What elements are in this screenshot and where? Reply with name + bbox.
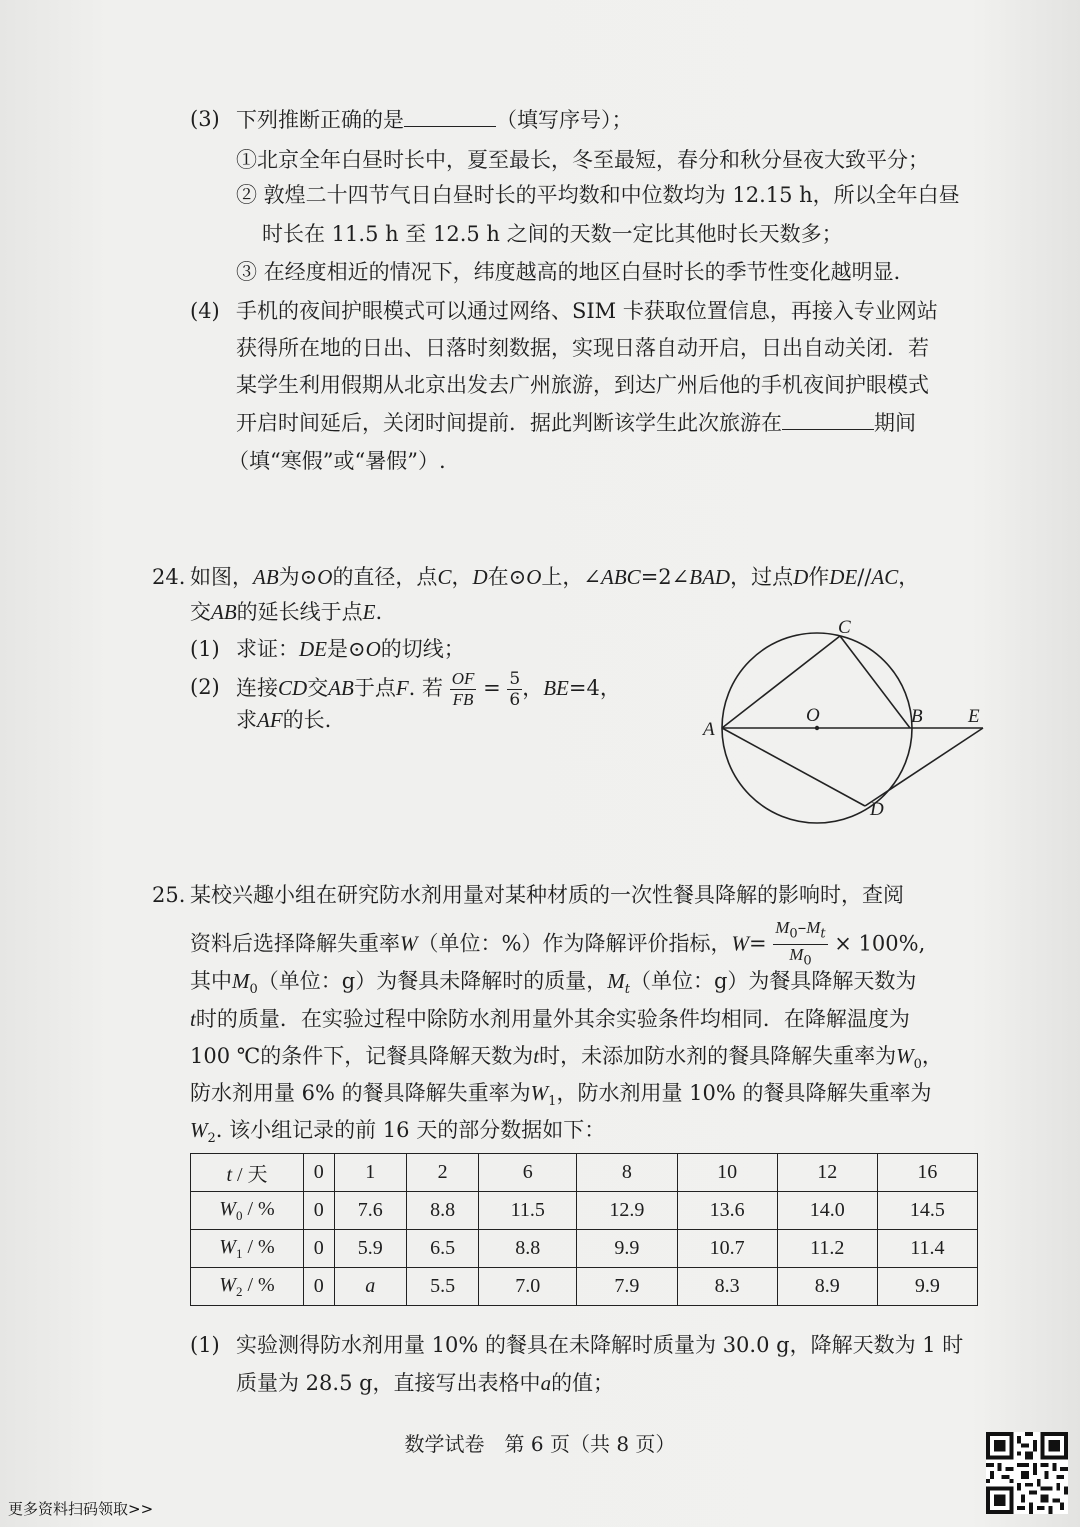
q25-part1-line2: 质量为 28.5 g，直接写出表格中a的值；	[236, 1371, 615, 1395]
q24-part2-number: (2)	[190, 675, 220, 699]
table-cell: 7.0	[479, 1268, 577, 1306]
table-cell: 5.5	[406, 1268, 478, 1306]
q23-part4-line2: 获得所在地的日出、日落时刻数据，实现日落自动开启，日出自动关闭．若	[236, 336, 929, 360]
table-cell: 9.9	[577, 1230, 677, 1268]
q24-part2: 连接CD交AB于点F. 若 $\frac{OF}{FB}$ = $\frac{5}{6}$ ，BE=4，	[236, 669, 621, 710]
table-row	[191, 1154, 978, 1192]
q25-line6: 防水剂用量 6% 的餐具降解失重率为$W_1$，防水剂用量 10% 的餐具降解失重率为	[190, 1081, 932, 1110]
q24-number: 24.	[152, 565, 186, 589]
row-header: $W_2$ / %	[191, 1268, 304, 1306]
table-cell: 11.2	[777, 1230, 877, 1268]
q23-part3-stem	[236, 104, 633, 135]
qr-code-icon[interactable]	[986, 1432, 1068, 1514]
table-cell: 0	[304, 1230, 335, 1268]
q23-part4-line4-tail: 期间	[874, 411, 916, 435]
table-row	[191, 1230, 978, 1268]
label-d: D	[870, 799, 884, 820]
q24-part1-number: (1)	[190, 637, 220, 661]
q23-part4-line3: 某学生利用假期从北京出发去广州旅游，到达广州后他的手机夜间护眼模式	[236, 373, 929, 397]
value-fraction: $\frac{5}{6}$	[509, 669, 521, 710]
q25-line5: 100 ℃的条件下，记餐具降解天数为t时，未添加防水剂的餐具降解失重率为$W_0$，	[190, 1044, 943, 1073]
q25-part1-line1: 实验测得防水剂用量 10% 的餐具在未降解时质量为 30.0 g，降解天数为 1 时	[236, 1333, 964, 1357]
q23-part3-number: (3)	[190, 107, 220, 131]
ratio-fraction: $\frac{OF}{FB}$	[451, 669, 475, 709]
label-a: A	[703, 719, 715, 740]
table-row	[191, 1268, 978, 1306]
table-cell: 8.8	[406, 1192, 478, 1230]
page-footer: 数学试卷 第 6 页（共 8 页）	[404, 1432, 676, 1456]
q25-line4: t时的质量．在实验过程中除防水剂用量外其余实验条件均相同．在降解温度为	[190, 1007, 910, 1031]
answer-blank	[404, 104, 496, 127]
label-o: O	[806, 705, 820, 726]
table-cell: 12.9	[577, 1192, 677, 1230]
center-point	[815, 726, 819, 730]
label-c: C	[838, 617, 851, 638]
table-cell: a	[334, 1268, 406, 1306]
q23-part4-line4	[236, 407, 916, 438]
table-cell: 8.8	[479, 1230, 577, 1268]
table-cell: 6.5	[406, 1230, 478, 1268]
row-header: $W_0$ / %	[191, 1192, 304, 1230]
table-cell: 1	[334, 1154, 406, 1192]
segment-ac	[722, 636, 840, 728]
q23-part4-number: (4)	[190, 299, 220, 323]
q25-line2: 资料后选择降解失重率W（单位：%）作为降解评价指标，W= $\frac{M_0-M_t}{M_0}$ × 100%,	[190, 918, 925, 972]
q23-part4-line1: 手机的夜间护眼模式可以通过网络、SIM 卡获取位置信息，再接入专业网站	[236, 299, 938, 323]
q24-line2: 交AB的延长线于点E.	[190, 600, 383, 624]
table-cell: 0	[304, 1268, 335, 1306]
segment-de	[865, 728, 983, 806]
table-cell: 0	[304, 1192, 335, 1230]
circle-geometry-figure	[700, 615, 1000, 835]
q25-number: 25.	[152, 883, 186, 907]
row-header: $W_1$ / %	[191, 1230, 304, 1268]
table-cell: 14.5	[877, 1192, 977, 1230]
q23-part4-line5: （填“寒假”或“暑假”）.	[228, 449, 446, 473]
q23-option-2-line2: 时长在 11.5 h 至 12.5 h 之间的天数一定比其他时长天数多；	[262, 222, 843, 246]
label-e: E	[968, 706, 980, 727]
table-cell: 16	[877, 1154, 977, 1192]
q23-part3-text-tail: （填写序号）；	[496, 108, 633, 132]
q24-part1: 求证：DE是⊙O的切线；	[236, 637, 465, 661]
q24-line1: 如图，AB为⊙O的直径，点C，D在⊙O上，∠ABC=2∠BAD，过点D作DE//AC，	[190, 565, 920, 589]
q23-option-2-line1: ② 敦煌二十四节气日白昼时长的平均数和中位数均为 12.15 h，所以全年白昼	[236, 183, 960, 207]
table-cell: 7.9	[577, 1268, 677, 1306]
segment-ad	[722, 728, 865, 806]
table-cell: 5.9	[334, 1230, 406, 1268]
table-cell: 10.7	[677, 1230, 777, 1268]
table-cell: 13.6	[677, 1192, 777, 1230]
q23-option-3: ③ 在经度相近的情况下，纬度越高的地区白昼时长的季节性变化越明显．	[236, 260, 915, 284]
q25-line7: $W_2$. 该小组记录的前 16 天的部分数据如下：	[190, 1118, 606, 1147]
table-cell: 2	[406, 1154, 478, 1192]
table-cell: 6	[479, 1154, 577, 1192]
label-b: B	[911, 706, 923, 727]
q23-option-1: ①北京全年白昼时长中，夏至最长，冬至最短，春分和秋分昼夜大致平分；	[236, 148, 929, 172]
table-cell: 14.0	[777, 1192, 877, 1230]
table-cell: 8.9	[777, 1268, 877, 1306]
row-header: t / 天	[191, 1154, 304, 1192]
answer-blank	[782, 407, 874, 430]
table-cell: 10	[677, 1154, 777, 1192]
q24-part2-line2: 求AF的长.	[236, 708, 332, 732]
q25-line1: 某校兴趣小组在研究防水剂用量对某种材质的一次性餐具降解的影响时，查阅	[190, 883, 904, 907]
table-cell: 12	[777, 1154, 877, 1192]
scan-for-more-note: 更多资料扫码领取>>	[8, 1500, 154, 1518]
table-cell: 9.9	[877, 1268, 977, 1306]
table-cell: 11.5	[479, 1192, 577, 1230]
table-cell: 7.6	[334, 1192, 406, 1230]
table-cell: 8	[577, 1154, 677, 1192]
w-formula-fraction: $\frac{M_0-M_t}{M_0}$	[775, 918, 826, 969]
q25-part1-number: (1)	[190, 1333, 220, 1357]
table-cell: 8.3	[677, 1268, 777, 1306]
table-cell: 0	[304, 1154, 335, 1192]
table-cell: 11.4	[877, 1230, 977, 1268]
q23-part3-text: 下列推断正确的是	[236, 108, 404, 132]
degradation-data-table	[190, 1153, 978, 1306]
q23-part4-line4-text: 开启时间延后，关闭时间提前．据此判断该学生此次旅游在	[236, 411, 782, 435]
table-row	[191, 1192, 978, 1230]
q25-line3: 其中$M_0$（单位：g）为餐具未降解时的质量，$M_t$（单位：g）为餐具降解天数为	[190, 969, 917, 998]
